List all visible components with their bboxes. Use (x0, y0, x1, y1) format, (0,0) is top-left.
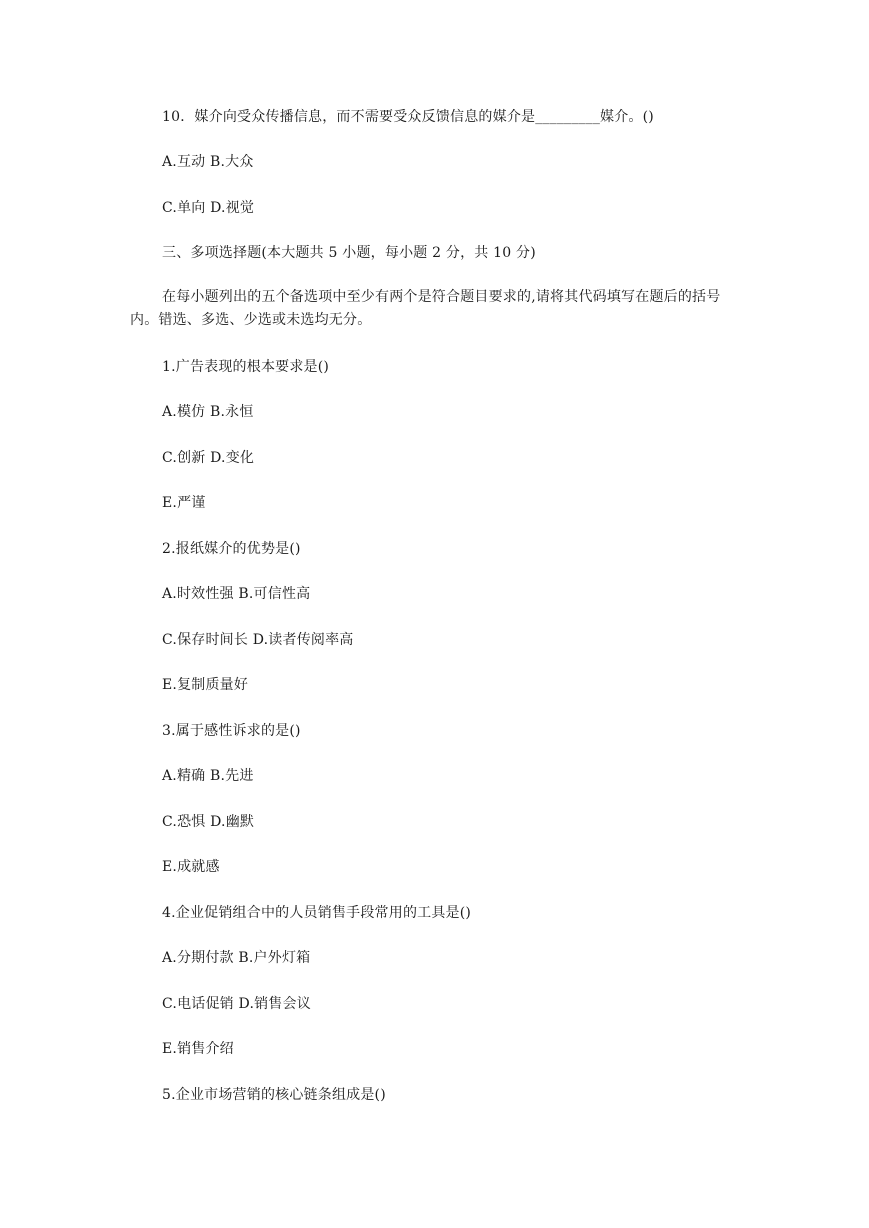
question-1-text: 1.广告表现的根本要求是() (162, 359, 330, 375)
question-4-option-e: E.销售介绍 (162, 1041, 234, 1057)
question-3-text: 3.属于感性诉求的是() (162, 723, 301, 739)
question-3-options-cd: C.恐惧 D.幽默 (162, 814, 255, 830)
question-2-option-e: E.复制质量好 (162, 677, 249, 693)
question-10-options-ab: A.互动 B.大众 (162, 154, 254, 170)
question-4-text: 4.企业促销组合中的人员销售手段常用的工具是() (162, 905, 472, 921)
question-2-options-ab: A.时效性强 B.可信性高 (162, 586, 311, 602)
question-2-text: 2.报纸媒介的优势是() (162, 541, 301, 557)
question-1-options-cd: C.创新 D.变化 (162, 450, 255, 466)
section-instructions: 在每小题列出的五个备选项中至少有两个是符合题目要求的,请将其代码填写在题后的括号内。错选、多选、少选或未选均无分。 (130, 289, 721, 328)
question-1-option-e: E.严谨 (162, 495, 206, 511)
question-2-options-cd: C.保存时间长 D.读者传阅率高 (162, 632, 354, 648)
question-4-options-cd: C.电话促销 D.销售会议 (162, 996, 311, 1012)
question-3-option-e: E.成就感 (162, 859, 220, 875)
section-heading: 三、多项选择题(本大题共 5 小题，每小题 2 分，共 10 分) (162, 245, 536, 261)
question-1-options-ab: A.模仿 B.永恒 (162, 404, 254, 420)
question-10-options-cd: C.单向 D.视觉 (162, 200, 255, 216)
question-10-text: 10．媒介向受众传播信息，而不需要受众反馈信息的媒介是_________媒介。() (162, 109, 654, 125)
question-5-text: 5.企业市场营销的核心链条组成是() (162, 1087, 386, 1103)
question-3-options-ab: A.精确 B.先进 (162, 768, 254, 784)
question-4-options-ab: A.分期付款 B.户外灯箱 (162, 950, 311, 966)
